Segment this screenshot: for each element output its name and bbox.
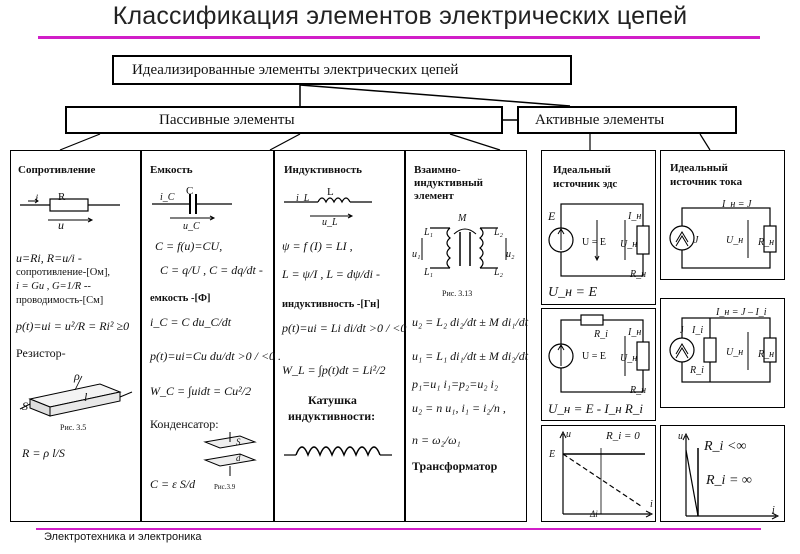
inductance-eq1: ψ = f (I) = LI , — [282, 239, 353, 253]
emf-ue-label: U = E — [582, 237, 606, 248]
mutual-eq1: u₂ = L₂ di₂/dt ± M di₁/dt — [412, 315, 529, 329]
connector-active-col2 — [700, 134, 710, 150]
resistance-law2: сопротивление-[Ом], — [16, 267, 111, 278]
capacitor-fig-caption: Рис.3.9 — [214, 483, 236, 491]
inductor-il-label: i_L — [296, 193, 310, 204]
current-ri-small: R_i <∞ — [704, 439, 747, 454]
emf-u-axis: u — [566, 429, 571, 440]
emf2-un-label: U_н — [620, 353, 638, 364]
resistor-label: Резистор- — [16, 346, 66, 360]
resistance-formula: R = ρ l/S — [22, 446, 65, 460]
coil-figure — [284, 440, 394, 470]
coil-label-2: индуктивности: — [288, 409, 376, 423]
current-j-label: J — [694, 235, 699, 246]
current-u-axis: u — [678, 431, 683, 442]
current-real-line — [686, 450, 698, 516]
emf-eq2: U_н = E - I_н R_i — [548, 401, 643, 416]
current-heading-2: источник тока — [670, 176, 743, 188]
mutual-l1-bottom: L₁ — [424, 267, 434, 278]
current-in-eq2: I_н = J – I_i — [716, 307, 767, 318]
transformer-label: Трансформатор — [412, 459, 498, 473]
emf2-in-label: I_н — [628, 327, 642, 338]
passive-divider-2 — [273, 150, 275, 522]
inductance-eq2: L = ψ/I , L = dψ/di - — [282, 267, 381, 281]
current-ri-label: R_i — [690, 365, 704, 376]
footer-line — [36, 528, 761, 530]
root-label: Идеализированные элементы электрических цепей — [132, 61, 459, 78]
capacitor-uc-label: u_C — [183, 221, 200, 232]
capacitance-eq3: i_C = C du_C/dt — [150, 315, 232, 329]
current2-rn-label: R_н — [758, 349, 775, 360]
capacitor-label: Конденсатор: — [150, 417, 219, 431]
capacitance-unit: емкость -[Ф] — [150, 293, 211, 304]
current2-un-label: U_н — [726, 347, 744, 358]
connector-passive-col4 — [450, 134, 500, 150]
resistance-law: u=Ri, R=u/i - — [16, 251, 82, 265]
current-un-label: U_н — [726, 235, 744, 246]
inductor-l-label: L — [327, 186, 334, 198]
connector-passive-col1 — [60, 134, 100, 150]
mutual-heading-2: индуктивный — [414, 177, 484, 189]
passive-label: Пассивные элементы — [159, 111, 295, 128]
inductance-eq3: p(t)=ui = Li di/dt >0 / <0 — [282, 321, 407, 335]
resistance-law3: i = Gu , G=1/R -- — [16, 281, 91, 292]
capacitance-eq4: p(t)=ui=Cu du/dt >0 / <0 . — [150, 349, 282, 363]
resistance-u-label: u — [58, 218, 64, 232]
emf-heading: Идеальный — [553, 164, 611, 176]
inductance-unit: индуктивность -[Гн] — [282, 299, 380, 310]
capacitor-d-label: d — [236, 453, 241, 463]
mutual-u2-label: u₂ — [506, 249, 515, 260]
inductor-ul-label: u_L — [322, 217, 338, 228]
current-heading: Идеальный — [670, 162, 728, 174]
emf-un-label: U_н — [620, 239, 638, 250]
mutual-l2-top: L₂ — [494, 227, 504, 238]
resistor-rho-label: ρ — [74, 369, 80, 383]
emf-e-tick: E — [549, 449, 556, 460]
emf-delta: Δi — [590, 509, 598, 519]
emf-ri-zero: R_i = 0 — [606, 430, 640, 442]
emf2-rn-label: R_н — [630, 385, 647, 396]
current-in-eq: I_н = J — [722, 199, 752, 210]
emf-rn-label: R_н — [630, 269, 647, 280]
emf2-ri-label: R_i — [594, 329, 608, 340]
resistor-s-label: S — [22, 399, 28, 413]
resistance-power: p(t)=ui = u²/R = Ri² ≥0 — [16, 319, 130, 333]
resistor-l-label: l — [84, 390, 88, 404]
mutual-u1-label: u₁ — [412, 249, 421, 260]
capacitance-heading: Емкость — [150, 164, 193, 176]
passive-divider-1 — [140, 150, 142, 522]
mutual-fig-caption: Рис. 3.13 — [442, 289, 473, 298]
mutual-eq5: n = ω₂/ω₁ — [412, 433, 461, 447]
capacitance-eq5: W_C = ∫uidt = Cu²/2 — [150, 384, 252, 398]
inductance-heading: Индуктивность — [284, 164, 362, 176]
emf-e-label: E — [548, 209, 556, 223]
connector-root-active — [300, 85, 570, 106]
page-title: Классификация элементов электрических цепей — [112, 2, 688, 30]
inductance-eq4: W_L = ∫p(t)dt = Li²/2 — [282, 363, 386, 377]
active-box — [517, 106, 737, 134]
resistance-heading: Сопротивление — [18, 164, 96, 176]
connector-passive-col3 — [270, 134, 300, 150]
capacitance-eq1: C = f(u)=CU, — [155, 239, 223, 253]
mutual-heading: Взаимно- — [414, 164, 461, 176]
emf-real-line — [563, 454, 641, 506]
capacitor-plates-figure — [200, 432, 260, 480]
resistance-law4: проводимость-[См] — [16, 295, 104, 306]
mutual-eq3: p₁=u₁ i₁=p₂=u₂ i₂ — [412, 377, 498, 391]
current-ii-label: I_i — [692, 325, 704, 336]
emf-eq: U_н = E — [548, 285, 598, 300]
passive-box — [65, 106, 503, 134]
active-label: Активные элементы — [535, 111, 665, 128]
mutual-eq2: u₁ = L₁ di₁/dt ± M di₂/dt — [412, 349, 529, 363]
emf-in-label: I_н — [628, 211, 642, 222]
mutual-m-label: M — [458, 213, 467, 224]
current-i-axis: i — [772, 505, 775, 516]
capacitance-formula: C = ε S/d — [150, 477, 196, 491]
current2-j-label: J — [680, 325, 684, 336]
mutual-eq4: u₂ = n u₁, i₁ = i₂/n , — [412, 401, 506, 415]
capacitor-c-label: C — [186, 185, 194, 197]
current-rn-label: R_н — [758, 237, 775, 248]
resistor-fig-caption: Рис. 3.5 — [60, 423, 87, 432]
mutual-l2-bottom: L₂ — [494, 267, 504, 278]
footer-text: Электротехника и электроника — [44, 531, 202, 543]
emf-i-axis: i — [650, 499, 653, 510]
emf2-ue-label: U = E — [582, 351, 606, 362]
mutual-l1-top: L₁ — [424, 227, 434, 238]
root-box — [112, 55, 572, 85]
current-ri-inf: R_i = ∞ — [706, 473, 752, 488]
resistance-i-label: i — [35, 191, 39, 205]
capacitor-s-label: S — [236, 437, 241, 447]
capacitor-ic-label: i_C — [160, 192, 175, 203]
resistance-r-label: R — [58, 191, 66, 203]
coil-label: Катушка — [308, 393, 357, 407]
emf-heading-2: источник эдс — [553, 178, 618, 190]
capacitance-eq2: C = q/U , C = dq/dt - — [160, 263, 263, 277]
mutual-heading-3: элемент — [414, 190, 454, 202]
passive-divider-3 — [404, 150, 406, 522]
